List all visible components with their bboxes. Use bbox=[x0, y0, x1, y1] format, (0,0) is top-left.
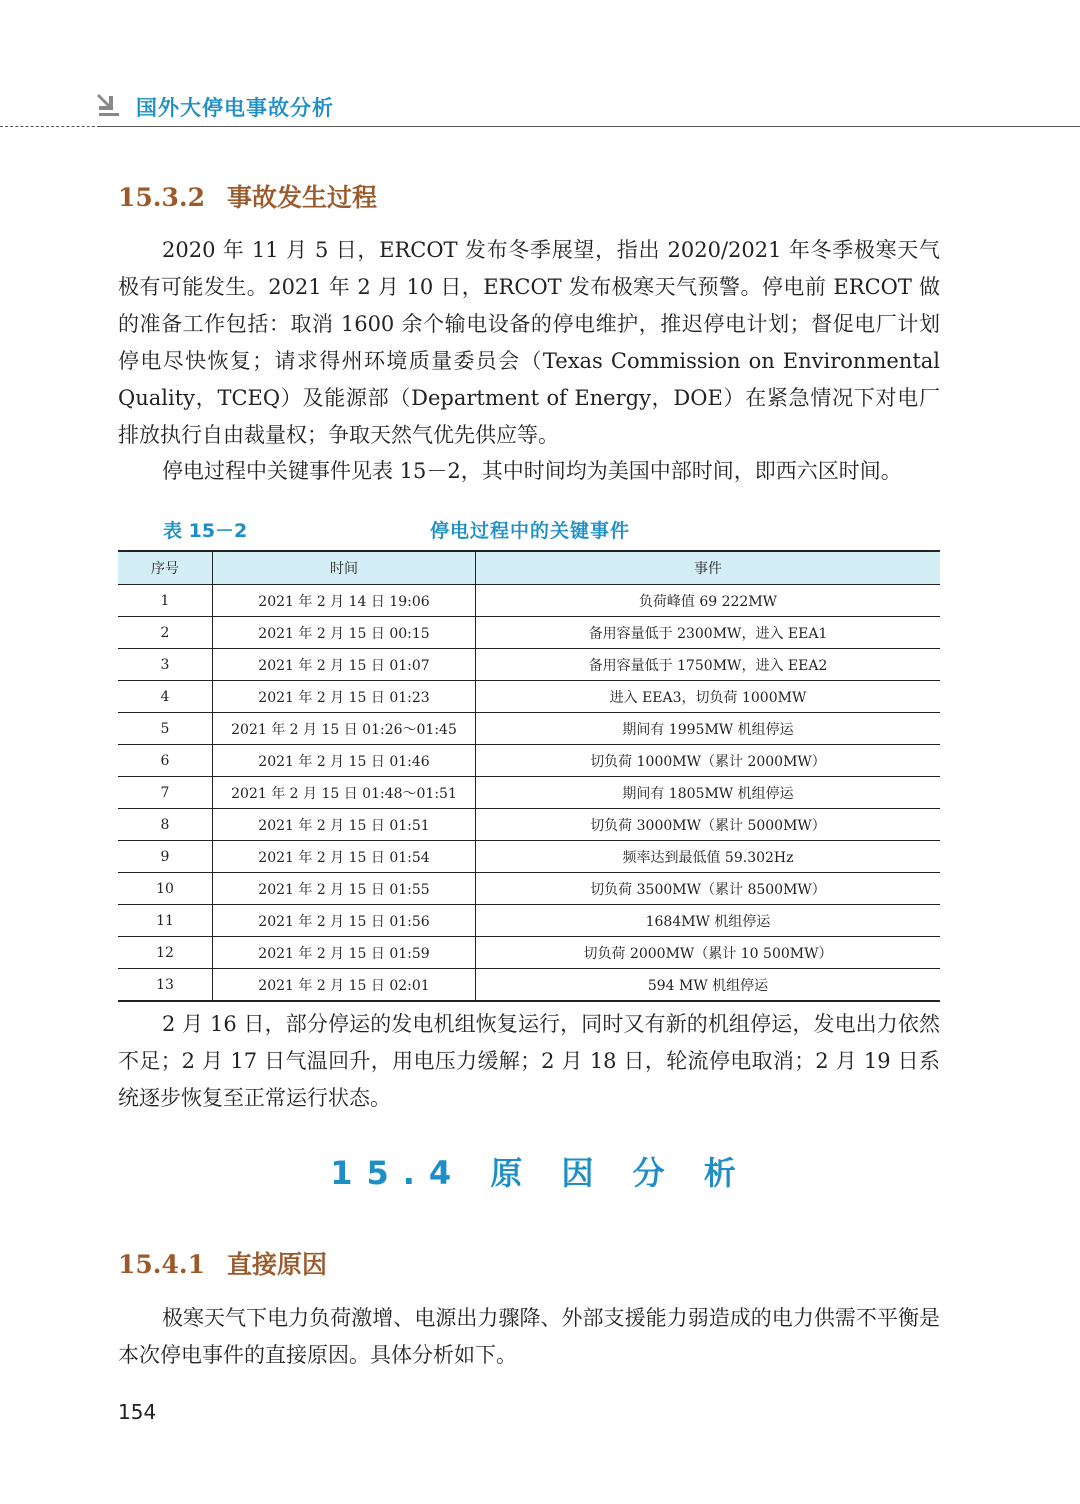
table-row bbox=[118, 937, 940, 969]
table-row bbox=[118, 745, 940, 777]
key-events-table bbox=[118, 550, 940, 1002]
section-heading-15-3-2 bbox=[118, 178, 377, 214]
cell-number: 10 bbox=[118, 873, 213, 905]
header-arrow-icon bbox=[96, 92, 122, 118]
table-row bbox=[118, 969, 940, 1002]
cell-time: 2021 年 2 月 15 日 01:07 bbox=[213, 649, 476, 681]
table-row bbox=[118, 713, 940, 745]
table-row bbox=[118, 873, 940, 905]
paragraph-ercot-preparation: 2020 年 11 月 5 日，ERCOT 发布冬季展望，指出 2020/2021 年冬季极寒天气极有可能发生。2021 年 2 月 10 日，ERCOT 发布极寒天气预警。停电前 ERCOT 做的准备工作包括：取消 1600 余个输电设备的停电维护，推迟停电计划；督促电厂计划停电尽快恢复；请求得州环境质量委员会（Texas Commission on Environmental Quality，TCEQ）及能源部（Department of Energy，DOE）在紧急情况下对电厂排放执行自由裁量权；争取天然气优先供应等。 bbox=[118, 238, 940, 447]
cell-time: 2021 年 2 月 15 日 01:26～01:45 bbox=[213, 713, 476, 745]
cell-number: 13 bbox=[118, 969, 213, 1002]
table-row bbox=[118, 681, 940, 713]
table-row bbox=[118, 841, 940, 873]
cell-time: 2021 年 2 月 15 日 01:48～01:51 bbox=[213, 777, 476, 809]
section-title: 直接原因 bbox=[227, 1250, 328, 1279]
column-header-event: 事件 bbox=[476, 551, 941, 585]
cell-event: 切负荷 3500MW（累计 8500MW） bbox=[476, 873, 941, 905]
section-number: 15.3.2 bbox=[118, 183, 205, 212]
cell-time: 2021 年 2 月 15 日 01:59 bbox=[213, 937, 476, 969]
header-dashed-rule bbox=[0, 126, 100, 127]
paragraph-direct-cause: 极寒天气下电力负荷激增、电源出力骤降、外部支援能力弱造成的电力供需不平衡是本次停电事件的直接原因。具体分析如下。 bbox=[118, 1306, 940, 1367]
book-title: 国外大停电事故分析 bbox=[136, 96, 334, 120]
cell-time: 2021 年 2 月 14 日 19:06 bbox=[213, 585, 476, 617]
cell-number: 3 bbox=[118, 649, 213, 681]
cell-time: 2021 年 2 月 15 日 01:23 bbox=[213, 681, 476, 713]
table-caption-number: 表 15－2 bbox=[163, 520, 248, 542]
page-header bbox=[0, 0, 1080, 140]
cell-event: 频率达到最低值 59.302Hz bbox=[476, 841, 941, 873]
cell-number: 6 bbox=[118, 745, 213, 777]
cell-event: 备用容量低于 2300MW，进入 EEA1 bbox=[476, 617, 941, 649]
cell-number: 2 bbox=[118, 617, 213, 649]
table-row bbox=[118, 585, 940, 617]
cell-number: 8 bbox=[118, 809, 213, 841]
cell-event: 切负荷 1000MW（累计 2000MW） bbox=[476, 745, 941, 777]
cell-event: 切负荷 2000MW（累计 10 500MW） bbox=[476, 937, 941, 969]
cell-number: 1 bbox=[118, 585, 213, 617]
cell-time: 2021 年 2 月 15 日 01:56 bbox=[213, 905, 476, 937]
cell-time: 2021 年 2 月 15 日 01:46 bbox=[213, 745, 476, 777]
paragraph-recovery: 2 月 16 日，部分停运的发电机组恢复运行，同时又有新的机组停运，发电出力依然不足；2 月 17 日气温回升，用电压力缓解；2 月 18 日，轮流停电取消；2 月 19 日系统逐步恢复至正常运行状态。 bbox=[118, 1012, 940, 1110]
table-row bbox=[118, 905, 940, 937]
table-row bbox=[118, 617, 940, 649]
cell-time: 2021 年 2 月 15 日 01:55 bbox=[213, 873, 476, 905]
cell-number: 4 bbox=[118, 681, 213, 713]
cell-number: 5 bbox=[118, 713, 213, 745]
cell-number: 9 bbox=[118, 841, 213, 873]
paragraph-table-intro: 停电过程中关键事件见表 15－2，其中时间均为美国中部时间，即西六区时间。 bbox=[162, 459, 902, 483]
cell-event: 进入 EEA3，切负荷 1000MW bbox=[476, 681, 941, 713]
cell-number: 11 bbox=[118, 905, 213, 937]
cell-number: 7 bbox=[118, 777, 213, 809]
section-title: 事故发生过程 bbox=[227, 183, 378, 212]
cell-time: 2021 年 2 月 15 日 01:51 bbox=[213, 809, 476, 841]
cell-event: 期间有 1995MW 机组停运 bbox=[476, 713, 941, 745]
cell-event: 备用容量低于 1750MW，进入 EEA2 bbox=[476, 649, 941, 681]
cell-event: 切负荷 3000MW（累计 5000MW） bbox=[476, 809, 941, 841]
cell-event: 负荷峰值 69 222MW bbox=[476, 585, 941, 617]
cell-event: 594 MW 机组停运 bbox=[476, 969, 941, 1002]
cell-event: 期间有 1805MW 机组停运 bbox=[476, 777, 941, 809]
section-number: 15.4.1 bbox=[118, 1250, 205, 1279]
cell-event: 1684MW 机组停运 bbox=[476, 905, 941, 937]
column-header-number: 序号 bbox=[118, 551, 213, 585]
header-rule bbox=[100, 126, 1080, 127]
table-row bbox=[118, 809, 940, 841]
table-row bbox=[118, 649, 940, 681]
cell-time: 2021 年 2 月 15 日 02:01 bbox=[213, 969, 476, 1002]
table-caption-title: 停电过程中的关键事件 bbox=[430, 520, 631, 542]
cell-number: 12 bbox=[118, 937, 213, 969]
cell-time: 2021 年 2 月 15 日 00:15 bbox=[213, 617, 476, 649]
chapter-heading-15-4: 15.4 原 因 分 析 bbox=[330, 1154, 750, 1192]
cell-time: 2021 年 2 月 15 日 01:54 bbox=[213, 841, 476, 873]
section-heading-15-4-1 bbox=[118, 1245, 327, 1281]
column-header-time: 时间 bbox=[213, 551, 476, 585]
table-row bbox=[118, 777, 940, 809]
table-header-row bbox=[118, 551, 940, 585]
page-number: 154 bbox=[118, 1400, 157, 1424]
